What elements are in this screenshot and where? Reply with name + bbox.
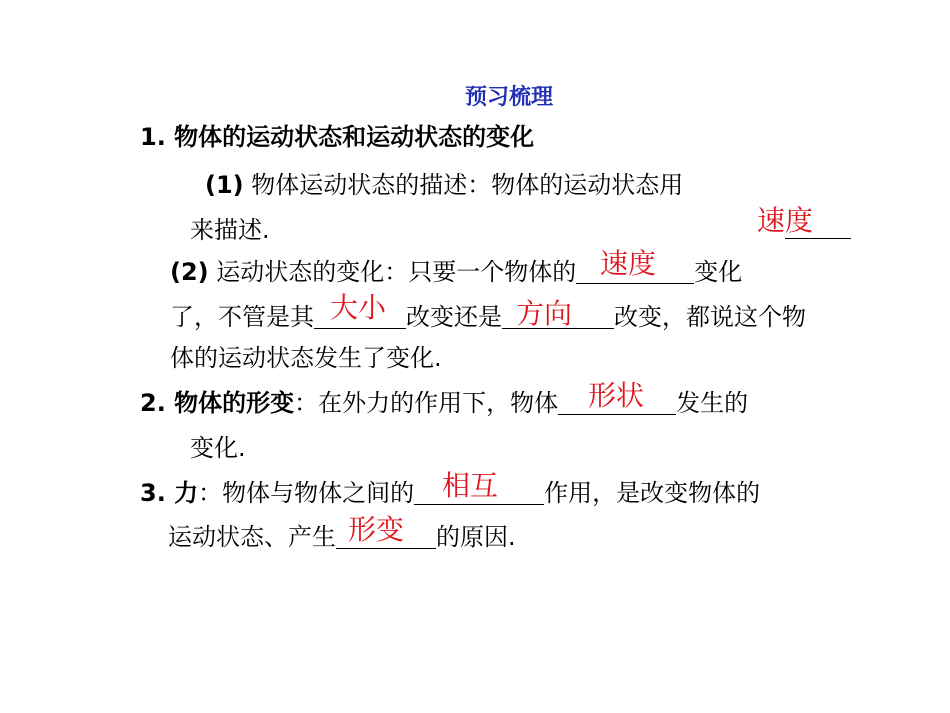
answer-3: 大小 bbox=[330, 291, 387, 324]
answer-2: 速度 bbox=[600, 247, 657, 280]
answer-7: 形变 bbox=[348, 513, 405, 546]
section-2-label: 2. 物体的形变 bbox=[140, 389, 295, 417]
answer-6: 相互 bbox=[442, 469, 499, 502]
section-2-text: ：在外力的作用下，物体 bbox=[294, 389, 559, 417]
section-3-line2 bbox=[168, 522, 516, 552]
section-2-line2: 变化. bbox=[190, 434, 246, 462]
section-1-p2-text-3: 了，不管是其 bbox=[170, 303, 314, 331]
section-1-p2-line2 bbox=[170, 302, 806, 332]
section-1-p1-line2 bbox=[190, 215, 270, 245]
section-1-p1-text: 物体运动状态的描述：物体的运动状态用 bbox=[243, 171, 684, 199]
section-1-p1-line1 bbox=[205, 170, 683, 200]
slide-title: 预习梳理 bbox=[465, 85, 554, 110]
section-1-p1-text-2: 来描述. bbox=[190, 216, 270, 244]
section-3-text: ：物体与物体之间的 bbox=[198, 479, 415, 507]
answer-5: 形状 bbox=[588, 379, 645, 412]
answer-1: 速度 bbox=[757, 204, 814, 237]
section-1-p2-text-5: 改变，都说这个物 bbox=[614, 303, 806, 331]
section-2-line1 bbox=[140, 388, 748, 418]
section-1-p2-line1 bbox=[170, 257, 742, 287]
section-1-heading: 1. 物体的运动状态和运动状态的变化 bbox=[140, 123, 535, 151]
section-2-text-2: 发生的 bbox=[676, 389, 749, 417]
item-number-2: (2) bbox=[170, 258, 209, 286]
section-3-text-4: 的原因. bbox=[436, 523, 516, 551]
section-3-text-3: 运动状态、产生 bbox=[168, 523, 336, 551]
section-1-p2-text-4: 改变还是 bbox=[406, 303, 502, 331]
item-number-1: (1) bbox=[205, 171, 244, 199]
section-1-p2-line3: 体的运动状态发生了变化. bbox=[170, 344, 442, 372]
section-3-label: 3. 力 bbox=[140, 479, 199, 507]
section-1-p2-text-2: 变化 bbox=[694, 258, 743, 286]
section-3-text-2: 作用，是改变物体的 bbox=[544, 479, 761, 507]
section-1-p2-text: 运动状态的变化：只要一个物体的 bbox=[208, 258, 577, 286]
answer-4: 方向 bbox=[516, 297, 573, 330]
